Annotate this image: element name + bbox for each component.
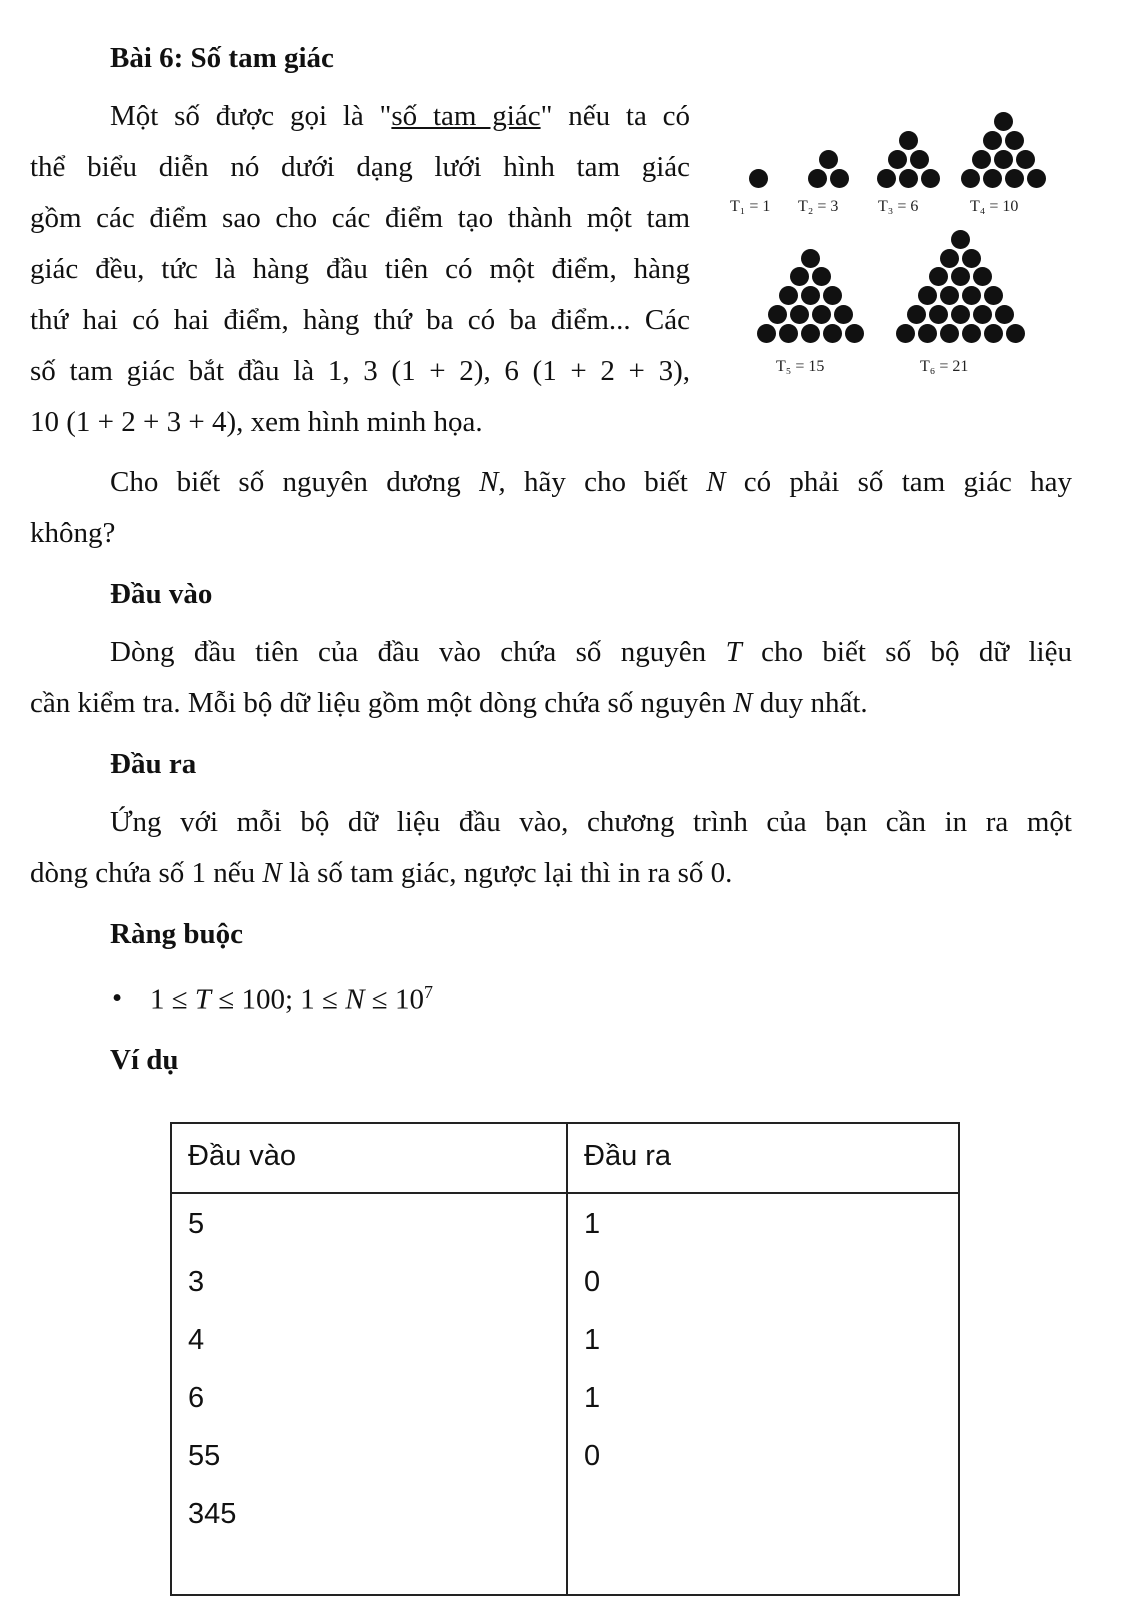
triangle-dot xyxy=(1005,169,1024,188)
triangle-dot xyxy=(896,324,915,343)
triangle-dot xyxy=(1005,131,1024,150)
triangle-dot xyxy=(918,286,937,305)
input-text: cho biết số bộ dữ liệu xyxy=(741,636,1072,668)
output-text: là số tam giác, ngược lại thì in ra số 0. xyxy=(281,857,733,889)
triangle-dot xyxy=(808,169,827,188)
triangle-dot xyxy=(779,324,798,343)
example-input-cell: 3 xyxy=(188,1266,205,1298)
triangle-dot xyxy=(845,324,864,343)
triangle-dot xyxy=(899,131,918,150)
triangle-dot xyxy=(830,169,849,188)
output-heading: Đầu ra xyxy=(110,748,197,780)
triangle-dot xyxy=(801,249,820,268)
triangle-dot xyxy=(790,267,809,286)
triangle-dot xyxy=(984,324,1003,343)
constraint-text xyxy=(150,982,433,1017)
example-output-cell: 0 xyxy=(584,1440,601,1472)
triangle-dot xyxy=(983,131,1002,150)
triangle-dot xyxy=(962,286,981,305)
triangle-dot xyxy=(910,150,929,169)
triangle-dot xyxy=(907,305,926,324)
triangle-dot xyxy=(951,230,970,249)
triangle-dot xyxy=(1016,150,1035,169)
triangle-dot xyxy=(779,286,798,305)
triangle-dot xyxy=(962,324,981,343)
example-input-cell: 345 xyxy=(188,1498,237,1530)
var-n: N xyxy=(345,983,365,1016)
triangle-dot xyxy=(973,267,992,286)
var-n: N xyxy=(706,466,726,498)
question-line-1 xyxy=(110,466,1072,499)
constraint-part: 1 ≤ xyxy=(150,983,195,1016)
constraints-heading: Ràng buộc xyxy=(110,918,243,950)
var-n: N, xyxy=(479,466,506,498)
triangle-dot xyxy=(888,150,907,169)
intro-text: " nếu ta có xyxy=(540,100,690,132)
triangle-dot xyxy=(749,169,768,188)
question-line-2: không? xyxy=(30,517,116,549)
example-output-cell: 0 xyxy=(584,1266,601,1298)
output-line-2 xyxy=(30,857,732,890)
example-input-cell: 4 xyxy=(188,1324,205,1356)
output-text: dòng chứa số 1 nếu xyxy=(30,857,263,889)
constraint-part: ≤ 100; 1 ≤ xyxy=(211,983,346,1016)
triangle-label-t5: T₅ = 15 xyxy=(776,358,825,375)
triangle-dot xyxy=(757,324,776,343)
triangle-dot xyxy=(877,169,896,188)
example-table xyxy=(170,1122,960,1596)
constraint-part: ≤ 10 xyxy=(364,983,424,1016)
var-t: T xyxy=(725,636,742,668)
constraint-bullet: • xyxy=(112,982,123,1014)
example-input-cell: 5 xyxy=(188,1208,205,1240)
intro-line-1 xyxy=(110,100,690,133)
triangle-dot xyxy=(801,324,820,343)
intro-line-6: số tam giác bắt đầu là 1, 3 (1 + 2), 6 (1 + 2 + 3), xyxy=(30,355,690,387)
triangle-label-t6: T₆ = 21 xyxy=(920,358,969,375)
exponent: 7 xyxy=(423,982,433,1002)
example-heading: Ví dụ xyxy=(110,1044,179,1076)
triangle-dot xyxy=(812,267,831,286)
triangle-dot xyxy=(823,286,842,305)
intro-line-3: gồm các điểm sao cho các điểm tạo thành một tam xyxy=(30,202,690,234)
triangle-dot xyxy=(929,267,948,286)
triangle-dot xyxy=(929,305,948,324)
intro-line-5: thứ hai có hai điểm, hàng thứ ba có ba điểm... Các xyxy=(30,304,690,336)
triangle-dot xyxy=(823,324,842,343)
triangle-dot xyxy=(973,305,992,324)
triangle-dot xyxy=(940,286,959,305)
triangle-dot xyxy=(994,112,1013,131)
input-heading: Đầu vào xyxy=(110,578,213,610)
triangle-dot xyxy=(768,305,787,324)
triangle-label-t1: T₁ = 1 xyxy=(730,198,771,215)
triangle-dot xyxy=(951,305,970,324)
triangle-dot xyxy=(899,169,918,188)
example-output-cell: 1 xyxy=(584,1382,601,1414)
input-line-1 xyxy=(110,636,1072,669)
triangle-dot xyxy=(972,150,991,169)
triangle-dot xyxy=(994,150,1013,169)
header-output: Đầu ra xyxy=(584,1140,672,1172)
triangle-label-t2: T₂ = 3 xyxy=(798,198,839,215)
table-column-divider xyxy=(566,1124,568,1594)
intro-line-7: 10 (1 + 2 + 3 + 4), xem hình minh họa. xyxy=(30,406,483,438)
triangle-dot xyxy=(918,324,937,343)
triangle-dot xyxy=(834,305,853,324)
var-n: N xyxy=(733,687,753,719)
input-text: cần kiểm tra. Mỗi bộ dữ liệu gồm một dòng chứa số nguyên xyxy=(30,687,734,719)
intro-line-2: thể biểu diễn nó dưới dạng lưới hình tam giác xyxy=(30,151,690,183)
example-output-cell: 1 xyxy=(584,1208,601,1240)
triangle-dot xyxy=(940,324,959,343)
term-triangular-number: số tam giác xyxy=(391,100,541,132)
triangle-dot xyxy=(984,286,1003,305)
input-line-2 xyxy=(30,687,868,720)
question-text: có phải số tam giác hay xyxy=(725,466,1072,498)
triangle-dot xyxy=(995,305,1014,324)
triangle-dot xyxy=(812,305,831,324)
triangle-label-t4: T₄ = 10 xyxy=(970,198,1019,215)
question-text: Cho biết số nguyên dương xyxy=(110,466,480,498)
problem-title: Bài 6: Số tam giác xyxy=(110,42,334,74)
triangle-dot xyxy=(961,169,980,188)
triangle-dot xyxy=(962,249,981,268)
triangle-label-t3: T₃ = 6 xyxy=(878,198,919,215)
input-text: Dòng đầu tiên của đầu vào chứa số nguyên xyxy=(110,636,726,668)
input-text: duy nhất. xyxy=(752,687,868,719)
triangular-numbers-figure xyxy=(718,100,1068,390)
triangle-dot xyxy=(790,305,809,324)
var-n: N xyxy=(262,857,282,889)
triangle-dot xyxy=(819,150,838,169)
triangle-dot xyxy=(801,286,820,305)
example-input-cell: 55 xyxy=(188,1440,221,1472)
header-input: Đầu vào xyxy=(188,1140,297,1172)
triangle-dot xyxy=(1006,324,1025,343)
intro-text: Một số được gọi là " xyxy=(110,100,392,132)
triangle-dot xyxy=(921,169,940,188)
triangle-dot xyxy=(951,267,970,286)
output-line-1: Ứng với mỗi bộ dữ liệu đầu vào, chương trình của bạn cần in ra một xyxy=(110,806,1072,838)
triangle-dot xyxy=(940,249,959,268)
var-t: T xyxy=(194,983,212,1016)
example-input-cell: 6 xyxy=(188,1382,205,1414)
example-output-cell: 1 xyxy=(584,1324,601,1356)
question-text: hãy cho biết xyxy=(505,466,707,498)
triangle-dot xyxy=(1027,169,1046,188)
intro-line-4: giác đều, tức là hàng đầu tiên có một điểm, hàng xyxy=(30,253,690,285)
triangle-dot xyxy=(983,169,1002,188)
